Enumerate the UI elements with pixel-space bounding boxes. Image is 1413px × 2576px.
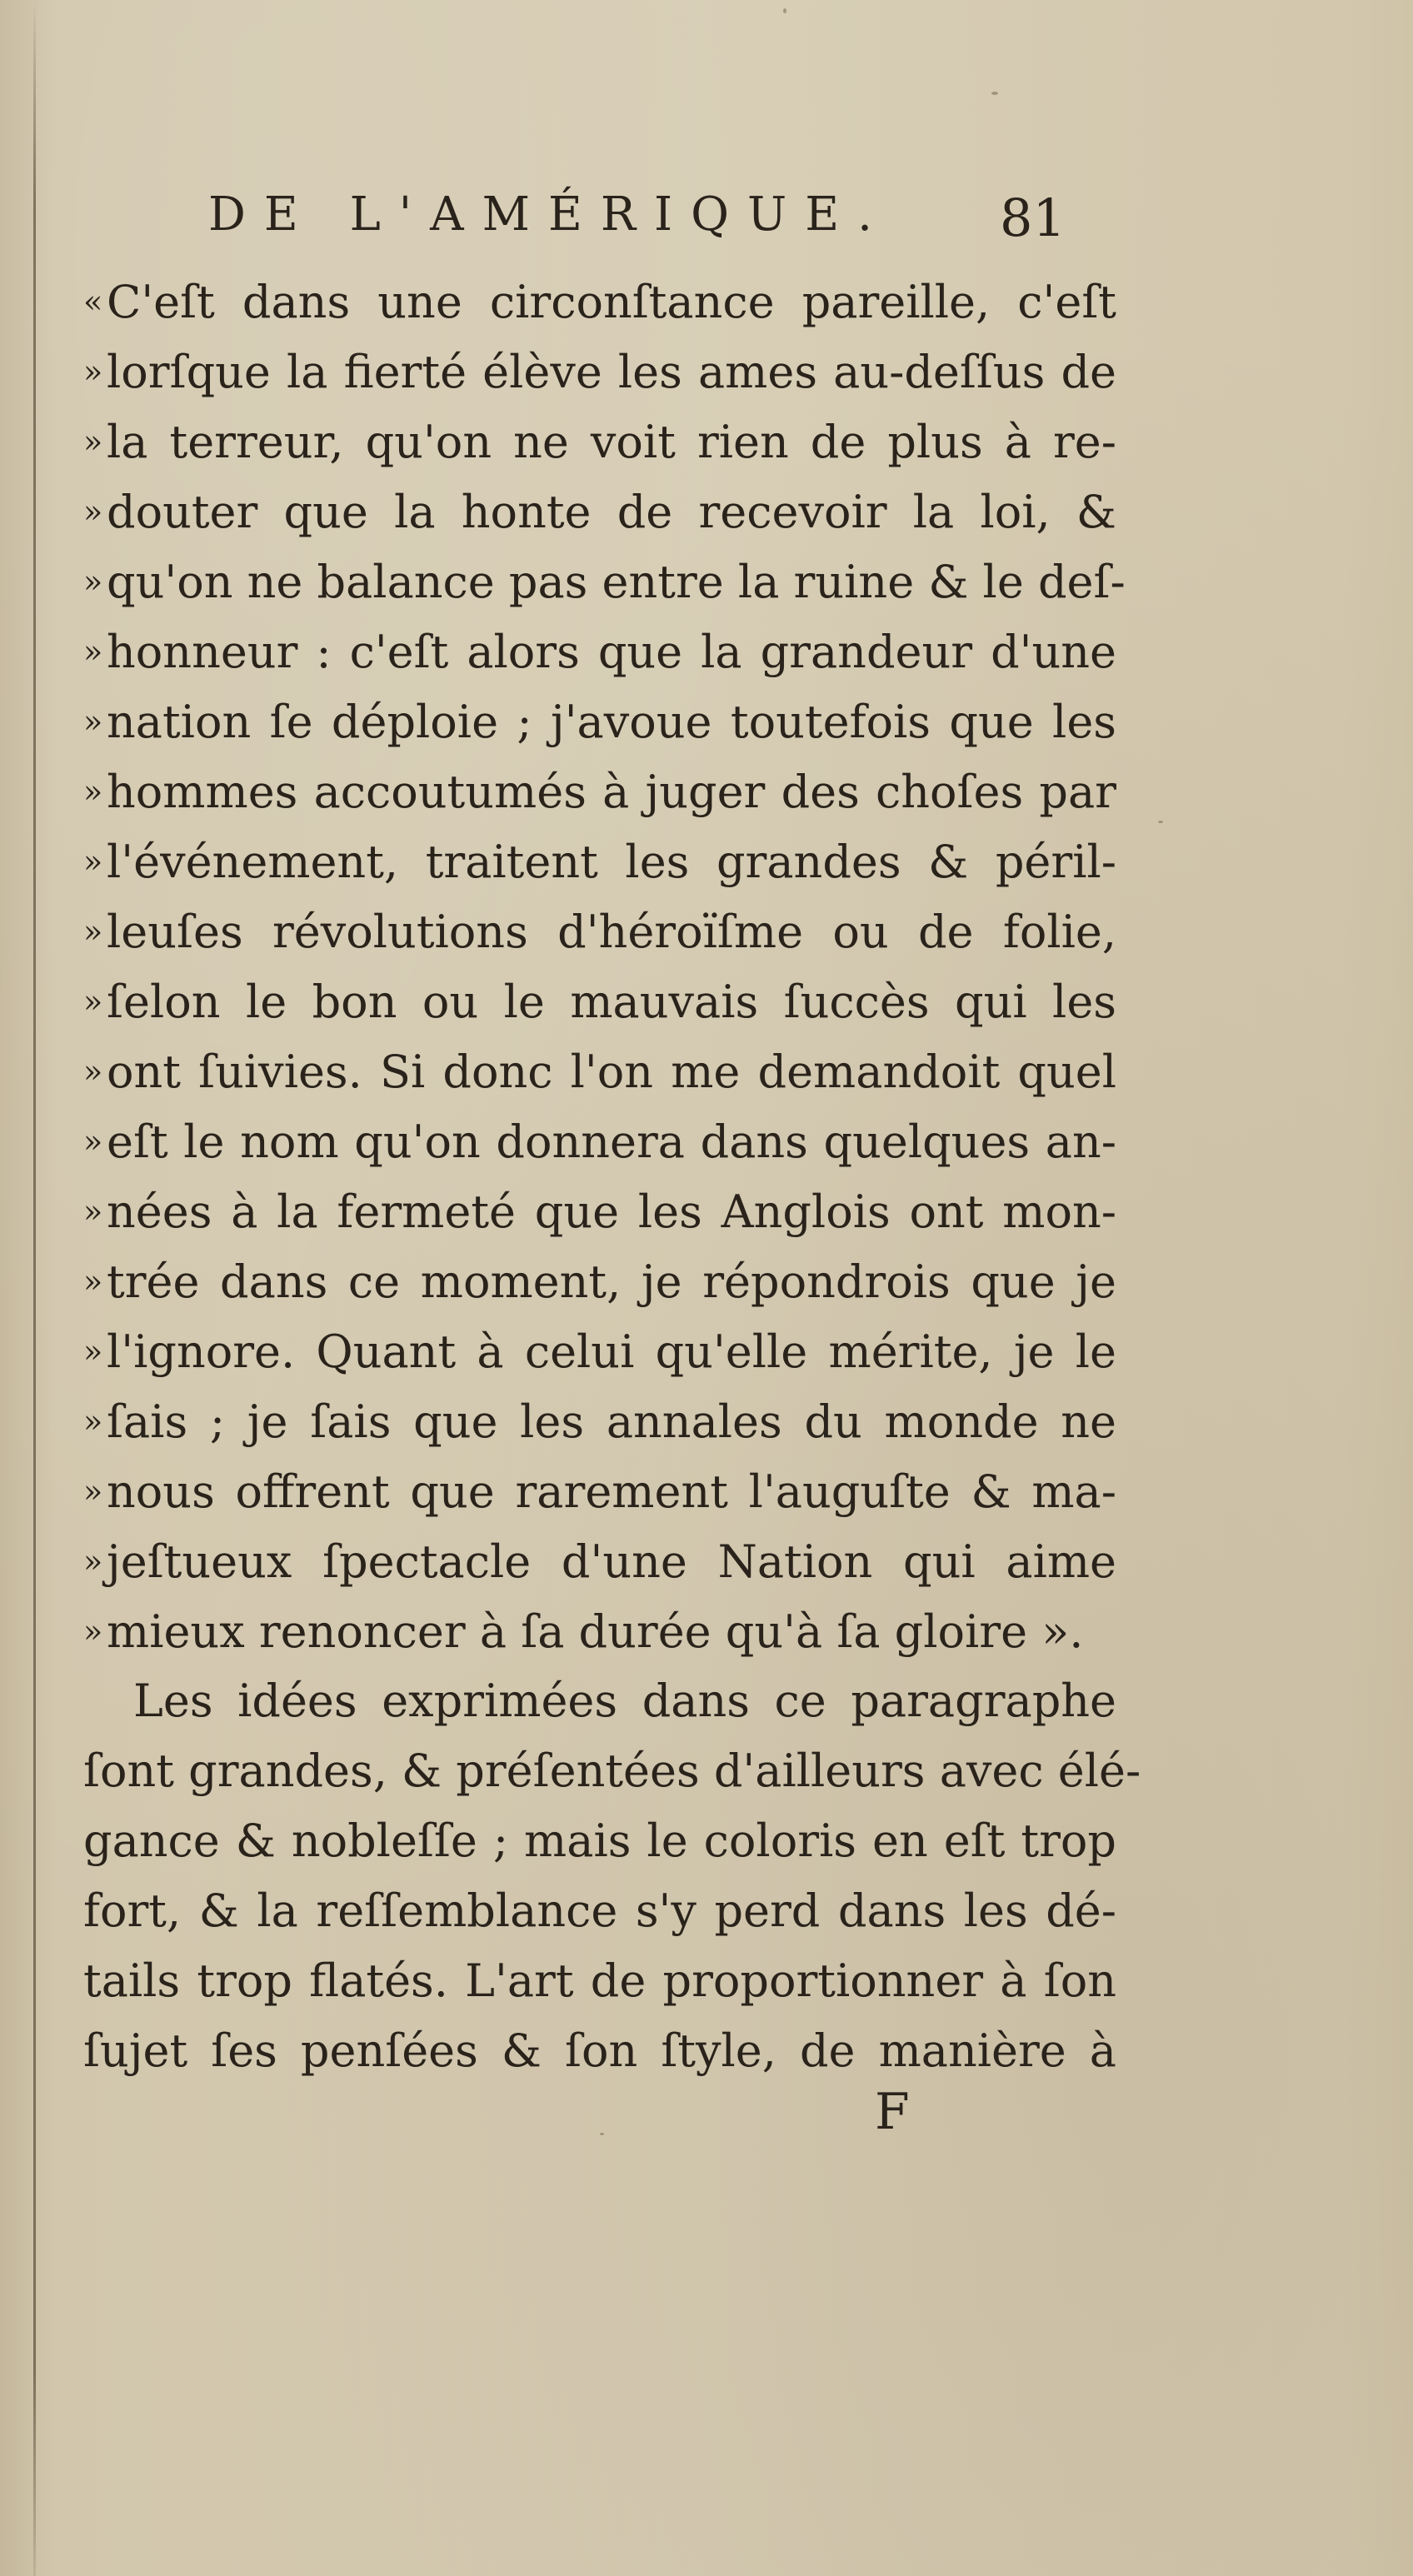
quote-mark: « xyxy=(83,283,103,320)
text-line xyxy=(83,1316,1116,1386)
text-line xyxy=(83,896,1116,966)
text-line xyxy=(83,477,1116,547)
line-text: l'ignore. Quant à celui qu'elle mérite, je le xyxy=(107,1325,1116,1378)
text-line xyxy=(83,756,1116,826)
paper-speck xyxy=(600,2133,604,2135)
quote-mark: » xyxy=(83,1193,103,1230)
text-line xyxy=(83,1596,1116,1666)
text-line: fort, & la reſſemblance s'y perd dans les dé- xyxy=(83,1885,1116,1937)
text-line: ſujet ſes penſées & ſon ſtyle, de manière à xyxy=(83,2024,1116,2077)
quote-mark: » xyxy=(83,1263,103,1300)
quote-mark: » xyxy=(83,493,103,530)
text-line xyxy=(83,1036,1116,1106)
line-text: nous offrent que rarement l'auguſte & ma- xyxy=(107,1465,1116,1518)
running-head xyxy=(0,187,1413,262)
text-line xyxy=(83,617,1116,686)
quote-mark: » xyxy=(83,1403,103,1440)
line-text: ſais ; je ſais que les annales du monde ne xyxy=(107,1395,1116,1448)
line-text: eſt le nom qu'on donnera dans quelques an- xyxy=(107,1116,1116,1168)
text-line xyxy=(83,966,1116,1036)
quote-mark: » xyxy=(83,353,103,390)
quote-mark: » xyxy=(83,843,103,880)
line-text: jeſtueux ſpectacle d'une Nation qui aime xyxy=(107,1535,1116,1588)
text-line xyxy=(83,1246,1116,1316)
line-text: nées à la fermeté que les Anglois ont mon- xyxy=(107,1186,1116,1238)
quote-mark: » xyxy=(83,633,103,670)
line-text: hommes accoutumés à juger des choſes par xyxy=(107,766,1116,818)
text-line xyxy=(83,1456,1116,1526)
signature-mark: F xyxy=(875,2083,910,2141)
line-text: mieux renoncer à ſa durée qu'à ſa gloire ». xyxy=(107,1605,1084,1658)
quote-mark: » xyxy=(83,703,103,740)
text-line xyxy=(83,267,1116,337)
binding-gutter xyxy=(33,0,36,2576)
quote-mark: » xyxy=(83,423,103,460)
paper-speck xyxy=(783,8,786,13)
quote-mark: » xyxy=(83,983,103,1020)
quote-mark: » xyxy=(83,563,103,600)
text-line: Les idées exprimées dans ce paragraphe xyxy=(133,1675,1116,1727)
text-line: tails trop flatés. L'art de proportionner à ſon xyxy=(83,1954,1116,2007)
line-text: ſelon le bon ou le mauvais ſuccès qui les xyxy=(107,976,1116,1028)
running-title: DE L'AMÉRIQUE. xyxy=(208,187,891,242)
text-line xyxy=(83,1526,1116,1596)
text-line xyxy=(83,1176,1116,1246)
quote-mark: » xyxy=(83,1613,103,1650)
text-line xyxy=(83,686,1116,756)
line-text: honneur : c'eſt alors que la grandeur d'une xyxy=(107,626,1116,678)
quote-mark: » xyxy=(83,1123,103,1160)
line-text: ont ſuivies. Si donc l'on me demandoit quel xyxy=(107,1046,1116,1098)
text-line: gance & nobleſſe ; mais le coloris en eſt trop xyxy=(83,1815,1116,1867)
text-line: ſont grandes, & préſentées d'ailleurs avec élé- xyxy=(83,1745,1141,1797)
line-text: qu'on ne balance pas entre la ruine & le deſ- xyxy=(107,556,1126,608)
quotation-block xyxy=(83,267,1126,1666)
text-line xyxy=(83,1386,1116,1456)
body-text xyxy=(83,267,1141,2086)
line-text: nation ſe déploie ; j'avoue toutefois que les xyxy=(107,696,1116,748)
page-number: 81 xyxy=(1000,187,1066,248)
line-text: lorſque la fierté élève les ames au-deſſus de xyxy=(107,346,1116,398)
quote-mark: » xyxy=(83,1543,103,1580)
line-text: trée dans ce moment, je répondrois que je xyxy=(107,1256,1116,1308)
text-line xyxy=(83,407,1116,477)
line-text: C'eſt dans une circonſtance pareille, c'eſt xyxy=(107,276,1116,328)
line-text: leuſes révolutions d'héroïſme ou de folie, xyxy=(107,906,1116,958)
quote-mark: » xyxy=(83,1333,103,1370)
text-line xyxy=(83,337,1116,407)
commentary-paragraph xyxy=(83,1666,1141,2086)
paper-speck xyxy=(991,92,998,95)
quote-mark: » xyxy=(83,1473,103,1510)
paper-speck xyxy=(1158,821,1163,823)
text-line xyxy=(83,547,1126,617)
line-text: l'événement, traitent les grandes & péril- xyxy=(107,836,1116,888)
line-text: douter que la honte de recevoir la loi, & xyxy=(107,486,1116,538)
text-line xyxy=(83,826,1116,896)
line-text: la terreur, qu'on ne voit rien de plus à re- xyxy=(107,416,1116,468)
text-line xyxy=(83,1106,1116,1176)
quote-mark: » xyxy=(83,773,103,810)
quote-mark: » xyxy=(83,1053,103,1090)
quote-mark: » xyxy=(83,913,103,950)
